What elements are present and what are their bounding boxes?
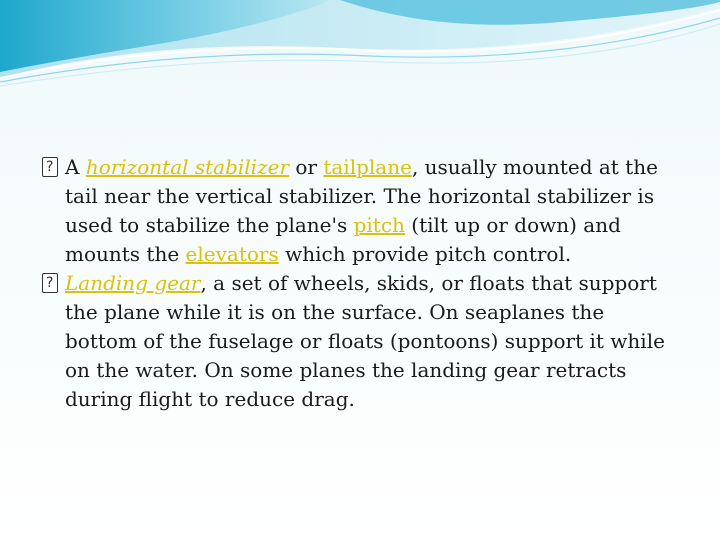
link-horizontal-stabilizer[interactable]: horizontal stabilizer (85, 155, 290, 179)
text-segment: or (289, 155, 324, 179)
bullet-icon (42, 273, 58, 293)
slide-body (40, 153, 680, 414)
text-segment: A (65, 155, 86, 179)
bullet-icon (42, 157, 58, 177)
link-pitch[interactable]: pitch (353, 213, 405, 237)
link-landing-gear[interactable]: Landing gear (65, 271, 201, 295)
link-elevators[interactable]: elevators (185, 242, 279, 266)
link-tailplane[interactable]: tailplane (323, 155, 412, 179)
text-segment: , usually mounted at the tail near the vertical stabilizer. The horizontal stabilizer is used to stabilize the plane's (65, 155, 658, 237)
text-segment: , a set of wheels, skids, or floats that support the plane while it is on the surface. On seaplanes the bottom of the fuselage or floats (pontoons) support it while on the water. On some planes the landing gear retracts during flight to reduce drag. (65, 271, 665, 411)
text-segment: (tilt up or down) and mounts the (65, 213, 621, 266)
paragraph-horizontal-stabilizer (40, 153, 680, 269)
paragraph-landing-gear (40, 269, 680, 414)
text-segment: which provide pitch control. (278, 242, 572, 266)
wave-header-decoration (0, 0, 720, 90)
